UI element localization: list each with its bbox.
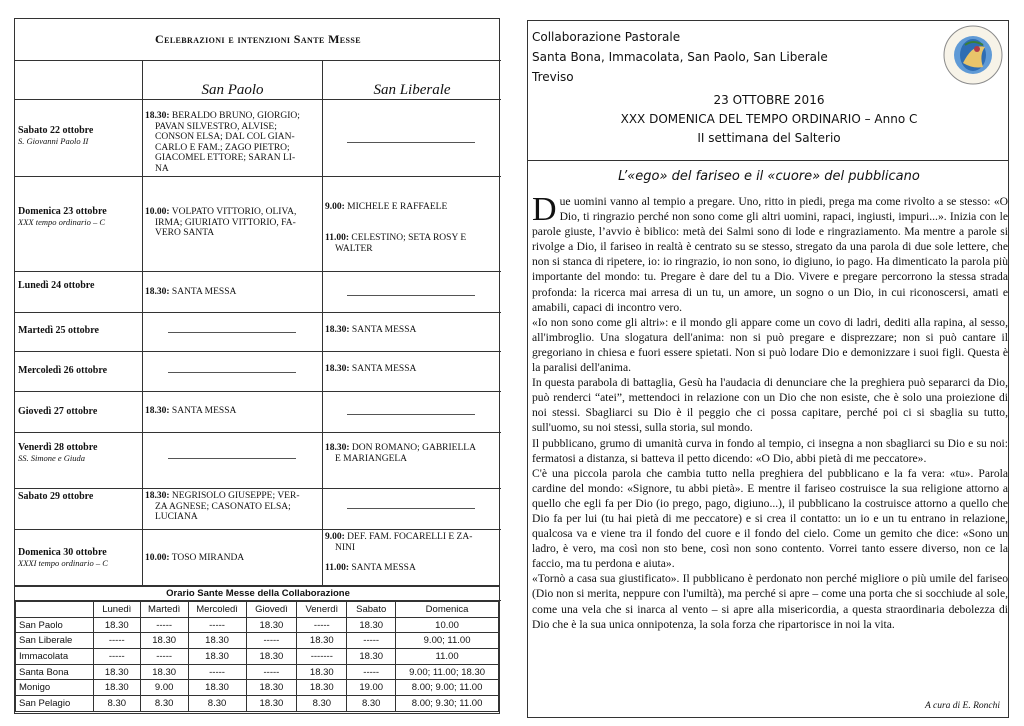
mass-time-cell: 8.30 bbox=[297, 696, 347, 712]
intention-text: SANTA MESSA bbox=[351, 563, 416, 573]
day-name: Domenica 30 ottobre bbox=[18, 547, 107, 558]
intention-san-paolo bbox=[145, 207, 321, 239]
mass-time-cell: ----- bbox=[347, 633, 396, 649]
mass-time-cell: ----- bbox=[140, 649, 188, 665]
mass-time-cell: 11.00 bbox=[396, 649, 499, 665]
article-signature: A cura di E. Ronchi bbox=[924, 701, 1000, 711]
mass-time: 18.30: bbox=[145, 111, 170, 121]
day-cell bbox=[18, 125, 142, 147]
day-cell bbox=[18, 547, 142, 569]
header-line: Collaborazione Pastorale bbox=[532, 30, 681, 44]
day-name: Martedì 25 ottobre bbox=[18, 325, 99, 336]
empty-slot-line bbox=[347, 414, 475, 415]
parish-name: San Pelagio bbox=[16, 696, 94, 712]
intention-san-liberale bbox=[325, 563, 499, 574]
mass-time-cell: 8.30 bbox=[188, 696, 246, 712]
mass-time: 11.00: bbox=[325, 563, 350, 573]
mass-time-cell: 18.30 bbox=[246, 696, 297, 712]
schedule-title: Orario Sante Messe della Collaborazione bbox=[15, 587, 501, 601]
intention-text: SANTA MESSA bbox=[171, 406, 237, 416]
col-divider bbox=[322, 61, 323, 587]
mass-time-cell: ------- bbox=[297, 649, 347, 665]
mass-time-cell: ----- bbox=[93, 649, 140, 665]
empty-slot-line bbox=[168, 458, 296, 459]
mass-time-cell: ----- bbox=[188, 617, 246, 633]
row-divider bbox=[15, 312, 501, 313]
intention-san-paolo bbox=[145, 287, 321, 298]
bulletin-date: 23 OTTOBRE 2016 bbox=[713, 93, 825, 107]
row-divider bbox=[15, 351, 501, 352]
mass-time-cell: ----- bbox=[297, 617, 347, 633]
intention-san-paolo bbox=[145, 491, 321, 523]
schedule-row bbox=[16, 633, 499, 649]
schedule-row bbox=[16, 664, 499, 680]
intention-text: BERALDO BRUNO, GIORGIO; bbox=[171, 111, 300, 121]
intention-text: CARLO E FAM.; ZAGO PIETRO; bbox=[155, 142, 290, 153]
mass-time: 18.30: bbox=[325, 443, 350, 453]
mass-time-cell: 18.30 bbox=[297, 664, 347, 680]
schedule-header-cell: Lunedì bbox=[93, 602, 140, 618]
mass-time-cell: 9.00 bbox=[140, 680, 188, 696]
row-divider bbox=[15, 176, 501, 177]
mass-time: 11.00: bbox=[325, 233, 350, 243]
row-divider bbox=[15, 99, 501, 100]
mass-time-cell: ----- bbox=[140, 617, 188, 633]
schedule-header-cell: Sabato bbox=[347, 602, 396, 618]
mass-time-cell: 18.30 bbox=[246, 617, 297, 633]
day-name: Mercoledì 26 ottobre bbox=[18, 365, 108, 376]
mass-time: 18.30: bbox=[325, 325, 350, 335]
article-title: L’«ego» del fariseo e il «cuore» del pubblicano bbox=[618, 169, 920, 184]
mass-time-cell: 8.30 bbox=[93, 696, 140, 712]
day-name: Venerdì 28 ottobre bbox=[18, 442, 98, 453]
schedule-header-cell bbox=[16, 602, 94, 618]
intention-san-liberale bbox=[325, 202, 499, 213]
day-cell bbox=[18, 280, 142, 291]
intention-san-liberale bbox=[325, 325, 499, 336]
mass-time-cell: 18.30 bbox=[347, 649, 396, 665]
mass-time-cell: ----- bbox=[246, 633, 297, 649]
intention-text: SANTA MESSA bbox=[351, 325, 417, 335]
day-cell bbox=[18, 406, 142, 417]
parish-name: Santa Bona bbox=[16, 664, 94, 680]
empty-slot-line bbox=[347, 295, 475, 296]
schedule-header-cell: Giovedì bbox=[246, 602, 297, 618]
schedule-header-row bbox=[16, 602, 499, 618]
intention-san-liberale bbox=[325, 443, 499, 464]
mass-time-cell: 18.30 bbox=[297, 680, 347, 696]
col-header-san-liberale: San Liberale bbox=[373, 81, 451, 98]
intention-san-paolo bbox=[145, 406, 321, 417]
article-paragraph: In questa parabola di battaglia, Gesù ha l'audacia di denunciare che la preghiera può separarci da Dio, può renderci “atei”, mettendoci in relazione con un Dio che non esiste, che è solo una proiezione di noi stessi. Sbagliarci su Dio è il peggio che ci possa capitare, perché poi ci si sbaglia su tutto, sull'uomo, su noi stessi, sulla storia, sul mondo. bbox=[532, 376, 1008, 435]
mass-time: 18.30: bbox=[325, 364, 350, 374]
mass-time: 18.30: bbox=[145, 491, 170, 501]
celebrations-table bbox=[14, 18, 500, 586]
day-cell bbox=[18, 206, 142, 228]
mass-time-cell: 9.00; 11.00 bbox=[396, 633, 499, 649]
intention-san-paolo bbox=[145, 553, 321, 564]
empty-slot-line bbox=[347, 508, 475, 509]
row-divider bbox=[15, 529, 501, 530]
intention-san-liberale bbox=[325, 233, 499, 254]
article-text bbox=[532, 191, 1008, 632]
schedule-header-cell: Venerdì bbox=[297, 602, 347, 618]
intention-text: DEF. FAM. FOCARELLI E ZA- bbox=[347, 532, 473, 542]
mass-time: 18.30: bbox=[145, 406, 170, 416]
mass-time-cell: 18.30 bbox=[297, 633, 347, 649]
intention-text: VERO SANTA bbox=[155, 228, 215, 238]
intention-text: ZA AGNESE; CASONATO ELSA; bbox=[155, 501, 291, 512]
mass-time-cell: ----- bbox=[246, 664, 297, 680]
drop-cap: D bbox=[532, 191, 557, 228]
intention-text: NINI bbox=[335, 542, 356, 553]
mass-time-cell: ----- bbox=[93, 633, 140, 649]
day-subtitle: XXX tempo ordinario – C bbox=[18, 217, 106, 227]
article-paragraph: «Io non sono come gli altri»: e il mondo gli appare come un covo di ladri, dediti alla rapina, al sesso, all'imbroglio. Una slogatura dell'anima: non si può pregare e disprezzare; non si può cantare il gregoriano in chiesa e fuori essere spietati. Non si può lodare Dio e demonizzare i suoi figli. Questa è la paralisi dell'anima. bbox=[532, 315, 1008, 375]
mass-time-cell: 18.30 bbox=[188, 680, 246, 696]
mass-time: 10.00: bbox=[145, 207, 170, 217]
empty-slot-line bbox=[168, 332, 296, 333]
intention-text: PAVAN SILVESTRO, ALVISE; bbox=[155, 121, 277, 132]
intention-text: GIACOMEL ETTORE; SARAN LI- bbox=[155, 153, 296, 163]
intention-text: WALTER bbox=[335, 243, 373, 254]
schedule-row bbox=[16, 617, 499, 633]
intention-text: DON ROMANO; GABRIELLA bbox=[351, 443, 476, 453]
mass-time-cell: 18.30 bbox=[140, 664, 188, 680]
row-divider bbox=[15, 488, 501, 489]
row-divider bbox=[15, 391, 501, 392]
intention-text: SANTA MESSA bbox=[171, 287, 237, 297]
schedule-row bbox=[16, 696, 499, 712]
article-panel bbox=[527, 161, 1009, 718]
mass-time: 18.30: bbox=[145, 287, 170, 297]
mass-time-cell: 18.30 bbox=[246, 649, 297, 665]
mass-time: 9.00: bbox=[325, 532, 345, 542]
intention-text: SANTA MESSA bbox=[351, 364, 417, 374]
day-name: Sabato 29 ottobre bbox=[18, 491, 94, 502]
intention-text: CONSON ELSA; DAL COL GIAN- bbox=[155, 132, 295, 142]
col-divider bbox=[142, 61, 143, 587]
schedule-row bbox=[16, 649, 499, 665]
schedule-grid bbox=[15, 601, 499, 712]
header-line: Santa Bona, Immacolata, San Paolo, San Liberale bbox=[532, 50, 828, 64]
sunday-title: XXX DOMENICA DEL TEMPO ORDINARIO – Anno C bbox=[620, 112, 918, 126]
mass-time-cell: 8.00; 9.30; 11.00 bbox=[396, 696, 499, 712]
intention-san-liberale bbox=[325, 364, 499, 375]
intention-text: LUCIANA bbox=[155, 512, 198, 522]
day-name: Domenica 23 ottobre bbox=[18, 206, 107, 217]
day-cell bbox=[18, 365, 142, 376]
jubilee-logo bbox=[943, 25, 1003, 85]
mass-time-cell: ----- bbox=[347, 664, 396, 680]
intention-text: MICHELE E RAFFAELE bbox=[347, 202, 448, 212]
mass-time-cell: 18.30 bbox=[246, 680, 297, 696]
intention-text: CELESTINO; SETA ROSY E bbox=[351, 233, 467, 243]
mass-time-cell: 8.30 bbox=[347, 696, 396, 712]
day-name: Sabato 22 ottobre bbox=[18, 125, 94, 136]
mass-schedule-table bbox=[14, 586, 500, 714]
day-saint: SS. Simone e Giuda bbox=[18, 453, 86, 463]
schedule-header-cell: Martedì bbox=[140, 602, 188, 618]
row-divider bbox=[15, 432, 501, 433]
mass-time-cell: 19.00 bbox=[347, 680, 396, 696]
intention-text: E MARIANGELA bbox=[335, 453, 408, 464]
mass-time-cell: 8.30 bbox=[140, 696, 188, 712]
intention-san-liberale bbox=[325, 532, 499, 553]
mass-time-cell: 18.30 bbox=[140, 633, 188, 649]
mass-time-cell: 18.30 bbox=[93, 664, 140, 680]
mass-time: 10.00: bbox=[145, 553, 170, 563]
day-cell bbox=[18, 325, 142, 336]
celebrations-title: Celebrazioni e intenzioni Sante Messe bbox=[15, 19, 501, 61]
intention-text: IRMA; GIURIATO VITTORIO, FA- bbox=[155, 217, 296, 228]
day-subtitle: XXXI tempo ordinario – C bbox=[18, 558, 108, 568]
col-header-san-paolo: San Paolo bbox=[201, 81, 264, 98]
mass-time-cell: 18.30 bbox=[347, 617, 396, 633]
article-paragraph: «Tornò a casa sua giustificato». Il pubblicano è perdonato non perché migliore o più umile del fariseo (Dio non si merita, neppure con l'umiltà), ma perché si apre – come una porta che si socchiude al sole, come una vela che si inarca al vento – si apre alla misericordia, a questa straordinaria debolezza di Dio che è la sua unica onnipotenza, la sola forza che ripartorisce in noi la vita. bbox=[532, 572, 1008, 631]
intention-text: TOSO MIRANDA bbox=[171, 553, 245, 563]
parish-name: Immacolata bbox=[16, 649, 94, 665]
empty-slot-line bbox=[168, 372, 296, 373]
day-saint: S. Giovanni Paolo II bbox=[18, 136, 89, 146]
day-name: Lunedì 24 ottobre bbox=[18, 280, 95, 291]
mass-time-cell: 9.00; 11.00; 18.30 bbox=[396, 664, 499, 680]
psalter-week: II settimana del Salterio bbox=[697, 131, 841, 145]
mass-time-cell: ----- bbox=[188, 664, 246, 680]
mass-time-cell: 10.00 bbox=[396, 617, 499, 633]
parish-name: San Paolo bbox=[16, 617, 94, 633]
article-paragraph: Il pubblicano, grumo di umanità curva in fondo al tempio, ci insegna a non sbagliarci su Dio e su noi: fermatosi a distanza, si batteva il petto dicendo: «O Dio, abbi pietà di me peccatore». bbox=[532, 436, 1008, 465]
parish-name: San Liberale bbox=[16, 633, 94, 649]
schedule-row bbox=[16, 680, 499, 696]
day-cell bbox=[18, 442, 142, 464]
mass-time-cell: 8.00; 9.00; 11.00 bbox=[396, 680, 499, 696]
row-divider bbox=[15, 271, 501, 272]
mass-time-cell: 18.30 bbox=[188, 633, 246, 649]
empty-slot-line bbox=[347, 142, 475, 143]
mass-time-cell: 18.30 bbox=[93, 617, 140, 633]
mass-time-cell: 18.30 bbox=[188, 649, 246, 665]
header-line: Treviso bbox=[532, 70, 574, 84]
intention-san-paolo bbox=[145, 111, 321, 174]
article-paragraph: C'è una piccola parola che cambia tutto nella preghiera del pubblicano e la fa vera: «tu». Parola cardine del mondo: «Signore, tu abbi pietà». E mentre il fariseo costruisce la sua religione attorno a quello che egli fa per Dio (io prego, pago, digiuno...), il pubblicano la costruisce attorno a quello che Dio fa per lui (tu hai pietà di me peccatore) e si crea il contatto: un io e un tu entrano in relazione, qualcosa va e viene tra il fondo del cuore e il fondo del cielo. Come un gemito che dice: «Sono un ladro, è vero, ma così non sto bene, così non sono contento. Vorrei tanto essere diverso, non ce la faccio, ma tu perdona e aiuta». bbox=[532, 466, 1008, 571]
schedule-header-cell: Mercoledì bbox=[188, 602, 246, 618]
mass-time-cell: 18.30 bbox=[93, 680, 140, 696]
schedule-header-cell: Domenica bbox=[396, 602, 499, 618]
article-paragraph: ue uomini vanno al tempio a pregare. Uno, ritto in piedi, prega ma come rivolto a se stesso: «O Dio, ti ringrazio perché non sono come gli altri uomini, rapaci, ingiusti, impuri...». Inizia con le parole giuste, l’avvio è biblico: metà dei Salmi sono di lode e ringraziamento. Ma mentre a parole si rivolge a Dio, il fariseo in realtà è centrato su se stesso, stregato da una parola di due sole lettere, che non si stanca di ripetere, io: io ringrazio, io non sono, io digiuno, io pago. Ha dimenticato la parola più importante del mondo: tu. Pregare è dare del tu a Dio. Vivere e pregare percorrono la stessa strada profonda: la ricerca mai arresa di un tu, un amore, un sogno o un Dio, in cui riconoscersi, amati e amabili, capaci di incontro vero. bbox=[532, 195, 1008, 314]
day-name: Giovedì 27 ottobre bbox=[18, 406, 98, 417]
day-cell bbox=[18, 491, 142, 502]
intention-text: VOLPATO VITTORIO, OLIVA, bbox=[171, 207, 297, 217]
mass-time: 9.00: bbox=[325, 202, 345, 212]
bulletin-header bbox=[527, 20, 1009, 161]
intention-text: NEGRISOLO GIUSEPPE; VER- bbox=[171, 491, 300, 501]
intention-text: NA bbox=[155, 163, 169, 174]
parish-name: Monigo bbox=[16, 680, 94, 696]
